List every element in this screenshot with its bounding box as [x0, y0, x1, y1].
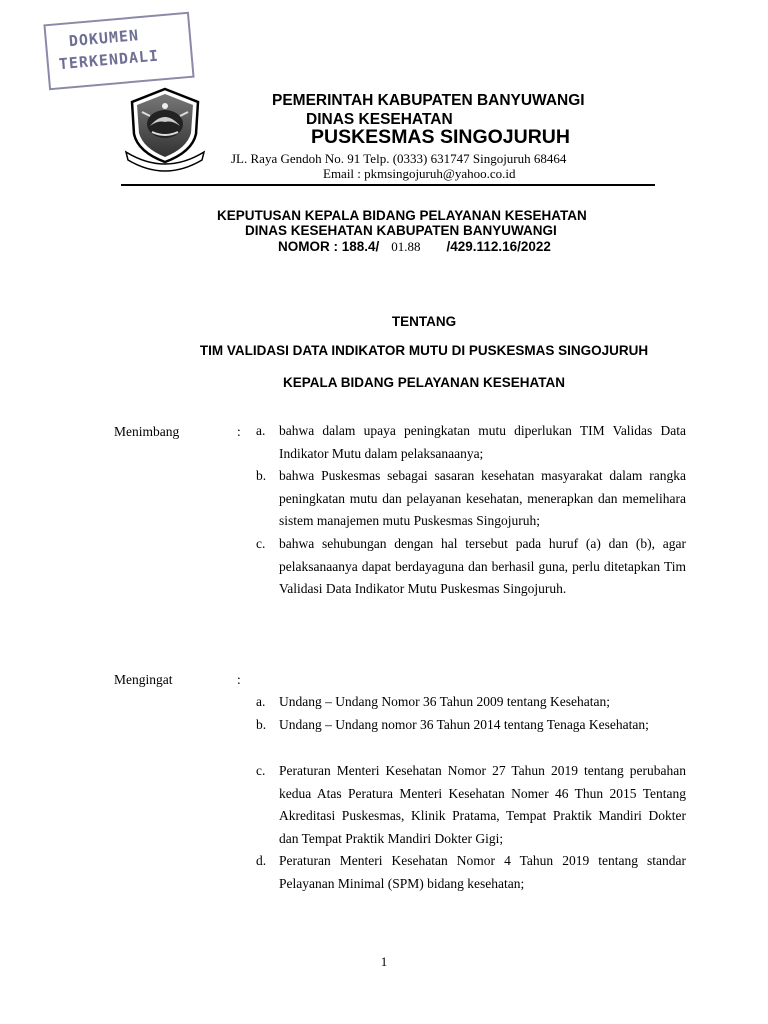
decree-issuer: KEPALA BIDANG PELAYANAN KESEHATAN: [282, 375, 566, 390]
stamp-line-1: DOKUMEN: [68, 26, 140, 51]
menimbang-label: Menimbang: [114, 424, 180, 439]
item-letter: b.: [256, 717, 267, 732]
mengingat-label: Mengingat: [114, 672, 173, 687]
menimbang-item: [256, 465, 686, 533]
decree-number-prefix: NOMOR : 188.4/: [278, 239, 380, 254]
letterhead-institution: PUSKESMAS SINGOJURUH: [311, 126, 570, 148]
decree-title-line-2: DINAS KESEHATAN KABUPATEN BANYUWANGI: [245, 223, 557, 238]
tentang-heading: TENTANG: [391, 314, 457, 329]
decree-subject: TIM VALIDASI DATA INDIKATOR MUTU DI PUSKESMAS SINGOJURUH: [199, 343, 649, 358]
decree-title-line-1: KEPUTUSAN KEPALA BIDANG PELAYANAN KESEHATAN: [217, 208, 587, 223]
decree-number-mid: 01.88: [391, 239, 421, 254]
item-letter: a.: [256, 694, 266, 709]
item-text: bahwa Puskesmas sebagai sasaran kesehatan masyarakat dalam rangka peningkatan mutu dan pelayanan kesehatan, menerapkan dan memelihara sistem manajemen mutu Puskesmas Singojuruh;: [279, 468, 686, 528]
menimbang-colon: :: [237, 424, 241, 439]
item-letter: c.: [256, 536, 266, 551]
item-text: bahwa sehubungan dengan hal tersebut pada huruf (a) dan (b), agar pelaksanaanya dapat berdayaguna dan berhasil guna, perlu ditetapkan Tim Validasi Data Indikator Mutu Puskesmas Singojuruh.: [279, 536, 686, 596]
letterhead-email: Email : pkmsingojuruh@yahoo.co.id: [323, 166, 516, 181]
mengingat-item: [256, 714, 686, 737]
regency-emblem-icon: [120, 86, 210, 172]
item-text: bahwa dalam upaya peningkatan mutu diperlukan TIM Validas Data Indikator Mutu dalam pelaksanaanya;: [279, 423, 686, 461]
item-text: Peraturan Menteri Kesehatan Nomor 27 Tahun 2019 tentang perubahan kedua Atas Peratura Menteri Kesehatan Nomer 46 Thun 2015 Tentang Akreditasi Puskesmas, Klinik Pratama, Tempat Praktik Mandiri Dokter dan Tempat Praktik Mandiri Dokter Gigi;: [279, 763, 686, 846]
item-letter: a.: [256, 423, 266, 438]
item-letter: d.: [256, 853, 267, 868]
item-text: Undang – Undang nomor 36 Tahun 2014 tentang Tenaga Kesehatan;: [279, 717, 649, 732]
letterhead-address: JL. Raya Gendoh No. 91 Telp. (0333) 631747 Singojuruh 68464: [231, 151, 567, 166]
mengingat-item: [256, 691, 686, 714]
letterhead-government: PEMERINTAH KABUPATEN BANYUWANGI: [272, 92, 585, 109]
item-text: Undang – Undang Nomor 36 Tahun 2009 tentang Kesehatan;: [279, 694, 610, 709]
mengingat-colon: :: [237, 672, 241, 687]
decree-number: [278, 239, 551, 255]
letterhead-divider: [121, 184, 655, 186]
letterhead-department: DINAS KESEHATAN: [306, 111, 453, 128]
menimbang-item: [256, 533, 686, 601]
item-letter: b.: [256, 468, 267, 483]
mengingat-item: [256, 850, 686, 895]
decree-number-suffix: /429.112.16/2022: [446, 239, 551, 254]
mengingat-item: [256, 760, 686, 850]
item-letter: c.: [256, 763, 266, 778]
page-number: 1: [380, 954, 388, 969]
stamp-line-2: TERKENDALI: [58, 46, 160, 74]
item-text: Peraturan Menteri Kesehatan Nomor 4 Tahun 2019 tentang standar Pelayanan Minimal (SPM) bidang kesehatan;: [279, 853, 686, 891]
controlled-document-stamp: [43, 12, 194, 90]
menimbang-item: [256, 420, 686, 465]
